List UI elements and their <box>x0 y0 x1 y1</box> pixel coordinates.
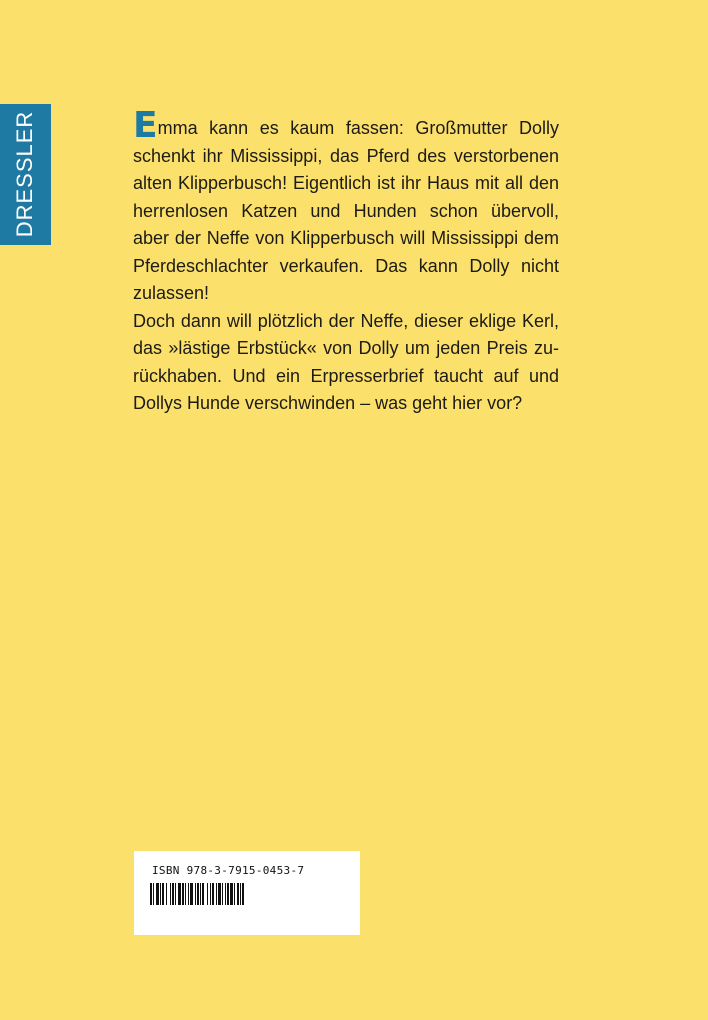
blurb-paragraph-1-text: mma kann es kaum fassen: Großmutter Dolly schenkt ihr Mississippi, das Pferd des verstorbenen alten Klipperbusch! Eigentlich ist ihr Haus mit all den herrenlosen Katzen und Hunden schon übervoll, aber der Neffe von Klipperbusch will Mississippi dem Pferdeschlachter verkaufen. Das kann Dolly nicht zulassen! <box>133 118 559 303</box>
barcode-bar <box>185 883 186 905</box>
barcode-bar <box>156 883 159 905</box>
blurb-paragraph-1 <box>133 105 559 308</box>
barcode-bar <box>212 883 214 905</box>
barcode-bar <box>227 883 229 905</box>
barcode-bar <box>240 883 241 905</box>
barcode-bar <box>160 883 161 905</box>
barcode-bar <box>182 883 184 905</box>
barcode-bar <box>172 883 174 905</box>
isbn-barcode-box <box>134 851 360 935</box>
blurb-paragraph-2: Doch dann will plötzlich der Neffe, dieser eklige Kerl, das »lästige Erbstück« von Dolly um jeden Preis zurückhaben. Und ein Erpresserbrief taucht auf und Dollys Hunde verschwinden – was geht hier vor? <box>133 310 559 413</box>
barcode-bar <box>170 883 171 905</box>
barcode-bar <box>166 883 167 905</box>
drop-cap: E <box>133 105 158 146</box>
barcode-bar <box>188 883 189 905</box>
barcode-bar <box>200 883 201 905</box>
barcode-bar <box>162 883 164 905</box>
barcode-bar <box>216 883 217 905</box>
barcode-bar <box>150 883 152 905</box>
barcode-bar <box>207 883 208 905</box>
barcode-bar <box>210 883 211 905</box>
barcode-bar <box>237 883 239 905</box>
barcode-bar <box>202 883 204 905</box>
barcode-bar <box>234 883 235 905</box>
blurb-text <box>133 105 559 418</box>
barcode-bar <box>230 883 233 905</box>
barcode-bar <box>218 883 221 905</box>
isbn-label: ISBN 978-3-7915-0453-7 <box>152 864 305 877</box>
barcode-bar <box>153 883 154 905</box>
barcode-bar <box>225 883 226 905</box>
barcode-bar <box>197 883 199 905</box>
barcode <box>150 883 288 905</box>
barcode-bar <box>175 883 176 905</box>
barcode-bar <box>242 883 244 905</box>
publisher-logo <box>0 104 51 245</box>
barcode-bar <box>190 883 193 905</box>
barcode-bar <box>222 883 223 905</box>
barcode-bar <box>195 883 196 905</box>
barcode-bar <box>178 883 181 905</box>
publisher-logo-text: DRESSLER <box>12 110 37 238</box>
